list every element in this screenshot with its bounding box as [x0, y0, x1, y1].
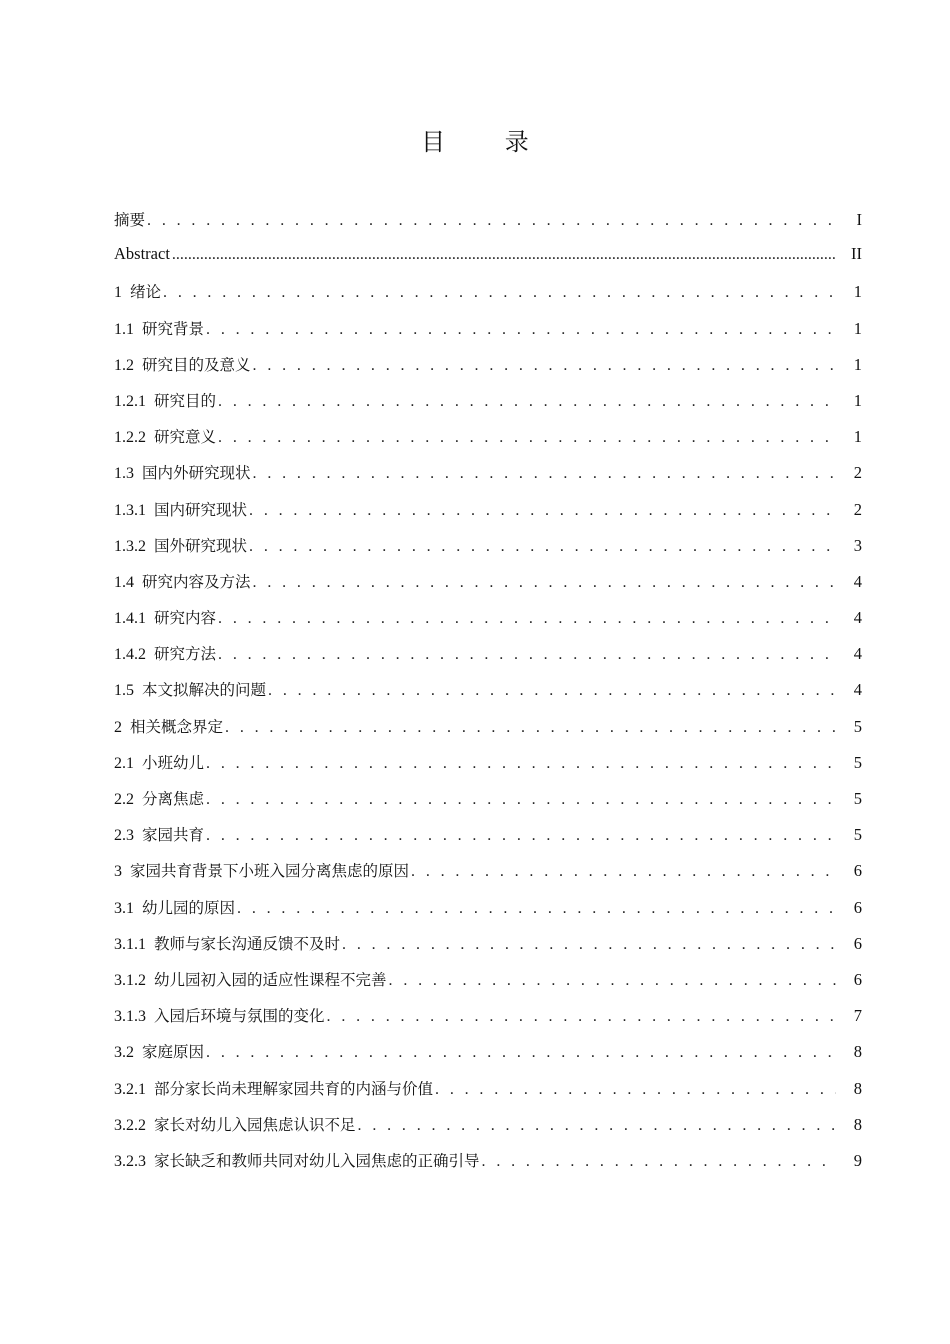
toc-leader-dots	[327, 1008, 836, 1026]
toc-entry-title: 研究目的	[154, 391, 217, 410]
toc-leader-dots	[253, 465, 836, 483]
toc-entry-page: 4	[853, 680, 862, 700]
toc-entry-title: 研究目的及意义	[142, 355, 251, 374]
toc-leader-dots	[206, 755, 836, 773]
toc-entry[interactable]	[114, 932, 862, 968]
toc-entry-number: 1.2	[114, 356, 134, 374]
toc-entry-number: 1.4.1	[114, 610, 146, 628]
toc-entry-title: 家庭原因	[142, 1043, 205, 1062]
toc-list	[114, 208, 862, 1185]
toc-entry-number: 3	[114, 863, 122, 881]
toc-entry-number: 2.2	[114, 791, 134, 808]
toc-leader-dots	[147, 212, 836, 230]
toc-leader-dots	[206, 321, 836, 339]
toc-entry-number: 1.4.2	[114, 646, 146, 664]
toc-entry-page: 5	[853, 825, 862, 845]
toc-entry[interactable]	[114, 678, 862, 714]
toc-entry-number: 1.3.1	[114, 501, 146, 519]
toc-entry[interactable]	[114, 1149, 862, 1185]
toc-entry-page: 2	[853, 499, 862, 519]
toc-entry-title: 分离焦虑	[142, 790, 205, 808]
toc-entry-page: 1	[853, 318, 862, 338]
toc-entry-page: 9	[853, 1150, 862, 1170]
toc-entry-page: 3	[853, 535, 862, 555]
toc-entry[interactable]	[114, 353, 862, 389]
toc-leader-dots	[268, 682, 836, 700]
toc-leader-dots	[218, 429, 836, 447]
toc-entry-title: 家长对幼儿入园焦虑认识不足	[154, 1115, 356, 1134]
toc-entry-title: Abstract	[114, 244, 170, 264]
toc-leader-dots	[389, 972, 836, 990]
toc-entry-page: 4	[853, 608, 862, 628]
toc-entry-page: I	[856, 210, 862, 229]
toc-entry-number: 1.5	[114, 682, 134, 700]
toc-entry[interactable]	[114, 461, 862, 497]
toc-leader-dots	[218, 610, 836, 628]
toc-entry[interactable]	[114, 1113, 862, 1149]
toc-entry-title: 绪论	[130, 283, 162, 302]
toc-entry[interactable]	[114, 606, 862, 642]
toc-entry[interactable]	[114, 534, 862, 570]
toc-entry-number: 3.2.1	[114, 1080, 146, 1098]
toc-leader-dots	[249, 538, 836, 556]
toc-entry[interactable]	[114, 1004, 862, 1040]
toc-entry-page: 6	[853, 933, 862, 953]
toc-entry[interactable]	[114, 317, 862, 353]
toc-entry-number: 2.3	[114, 827, 134, 845]
toc-entry-title: 幼儿园的原因	[142, 898, 236, 917]
toc-leader-dots	[225, 719, 836, 737]
toc-entry-title: 本文拟解决的问题	[142, 681, 267, 700]
toc-entry[interactable]	[114, 642, 862, 678]
toc-entry[interactable]	[114, 859, 862, 895]
toc-entry-number: 1	[114, 284, 122, 302]
toc-entry-title: 家园共育背景下小班入园分离焦虑的原因	[130, 862, 410, 881]
toc-entry-page: 4	[853, 571, 862, 591]
toc-leader-dots	[342, 936, 836, 954]
toc-leader-dots	[172, 246, 836, 264]
toc-entry-title: 教师与家长沟通反馈不及时	[154, 934, 341, 953]
toc-entry-page: 8	[853, 1114, 862, 1134]
toc-entry[interactable]	[114, 280, 862, 316]
toc-entry-page: 1	[853, 390, 862, 410]
toc-entry-page: II	[851, 244, 862, 264]
toc-leader-dots	[218, 393, 836, 411]
toc-entry-number: 1.1	[114, 320, 134, 338]
toc-leader-dots	[206, 791, 836, 809]
toc-entry-page: 6	[853, 969, 862, 989]
toc-entry[interactable]	[114, 570, 862, 606]
toc-entry-number: 1.2.1	[114, 392, 146, 410]
toc-leader-dots	[253, 357, 836, 375]
toc-entry-title: 家园共育	[142, 826, 205, 845]
toc-entry[interactable]	[114, 787, 862, 823]
toc-entry-page: 1	[853, 427, 862, 447]
toc-entry-number: 3.1.2	[114, 971, 146, 989]
toc-entry[interactable]	[114, 968, 862, 1004]
toc-entry[interactable]	[114, 1040, 862, 1076]
toc-leader-dots	[253, 574, 836, 592]
toc-entry-title: 研究内容及方法	[142, 572, 251, 591]
toc-entry-number: 3.2	[114, 1044, 134, 1062]
toc-entry-title: 研究背景	[142, 319, 205, 338]
toc-entry-page: 2	[853, 463, 862, 483]
toc-entry[interactable]	[114, 751, 862, 787]
toc-entry-number: 1.2.2	[114, 429, 146, 447]
toc-entry[interactable]	[114, 498, 862, 534]
toc-entry-page: 5	[853, 789, 862, 808]
toc-entry-title: 国内外研究现状	[142, 464, 251, 483]
toc-entry-page: 5	[853, 716, 862, 736]
toc-entry-title: 摘要	[114, 211, 146, 229]
toc-entry-number: 3.2.3	[114, 1152, 146, 1170]
toc-entry-number: 3.1.1	[114, 935, 146, 953]
toc-entry-page: 1	[853, 354, 862, 374]
toc-leader-dots	[435, 1081, 836, 1099]
toc-entry-page: 6	[853, 897, 862, 917]
toc-entry-title: 入园后环境与氛围的变化	[154, 1007, 325, 1026]
toc-entry[interactable]	[114, 389, 862, 425]
toc-entry-title: 研究方法	[154, 645, 217, 664]
toc-entry-number: 1.3.2	[114, 537, 146, 555]
toc-title: 目 录	[421, 128, 555, 156]
toc-entry[interactable]	[114, 896, 862, 932]
toc-entry-page: 7	[853, 1006, 862, 1026]
toc-leader-dots	[237, 900, 836, 918]
toc-entry-title: 研究意义	[154, 428, 217, 447]
toc-entry[interactable]	[114, 823, 862, 859]
toc-entry-number: 1.4	[114, 573, 134, 591]
toc-leader-dots	[411, 863, 836, 881]
toc-entry-title: 国外研究现状	[154, 536, 248, 555]
toc-entry[interactable]	[114, 1077, 862, 1113]
toc-entry-page: 5	[853, 752, 862, 772]
toc-entry-number: 1.3	[114, 465, 134, 483]
toc-leader-dots	[163, 284, 836, 302]
toc-entry-number: 3.2.2	[114, 1116, 146, 1134]
toc-entry-number: 2	[114, 718, 122, 736]
toc-entry[interactable]	[114, 715, 862, 751]
toc-entry-page: 4	[853, 644, 862, 664]
toc-entry[interactable]	[114, 425, 862, 461]
toc-entry[interactable]	[114, 244, 862, 280]
toc-entry-number: 2.1	[114, 754, 134, 772]
toc-entry-title: 幼儿园初入园的适应性课程不完善	[154, 970, 387, 989]
toc-leader-dots	[206, 827, 836, 845]
toc-entry-title: 国内研究现状	[154, 500, 248, 519]
toc-entry-title: 部分家长尚未理解家园共育的内涵与价值	[154, 1079, 434, 1098]
toc-entry-page: 1	[853, 282, 862, 302]
toc-entry-title: 研究内容	[154, 609, 217, 628]
toc-entry-title: 家长缺乏和教师共同对幼儿入园焦虑的正确引导	[154, 1151, 480, 1170]
toc-entry-page: 8	[853, 1078, 862, 1098]
toc-leader-dots	[482, 1153, 836, 1171]
toc-leader-dots	[218, 646, 836, 664]
toc-entry-page: 6	[853, 861, 862, 881]
toc-entry-title: 小班幼儿	[142, 753, 205, 772]
toc-leader-dots	[358, 1117, 836, 1135]
toc-entry-page: 8	[853, 1042, 862, 1062]
toc-leader-dots	[206, 1044, 836, 1062]
toc-entry-number: 3.1.3	[114, 1008, 146, 1026]
toc-entry[interactable]	[114, 208, 862, 244]
toc-entry-number: 3.1	[114, 899, 134, 917]
toc-leader-dots	[249, 502, 836, 520]
toc-entry-title: 相关概念界定	[130, 717, 224, 736]
